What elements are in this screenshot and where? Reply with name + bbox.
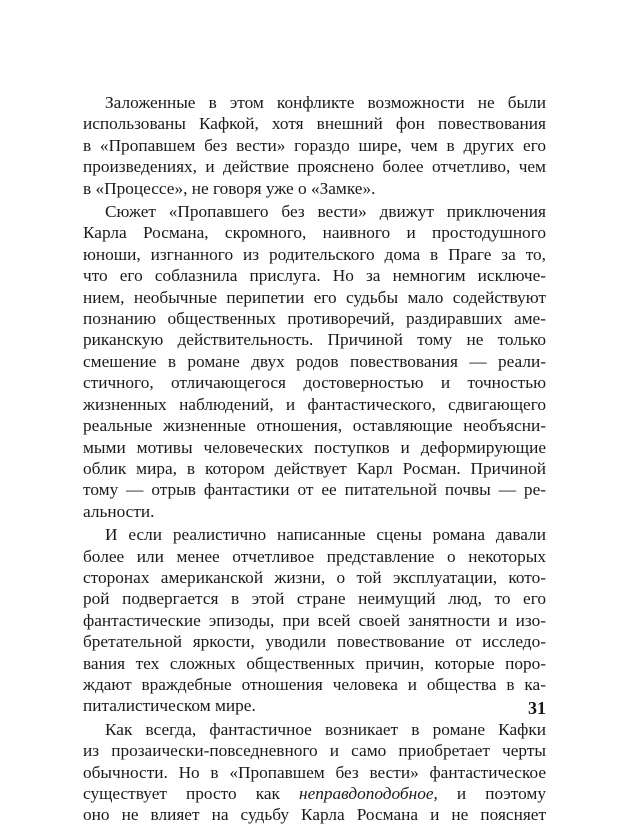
text-line: обычности. Но в «Пропавшем без вести» фантастическое: [83, 762, 546, 782]
body-text: [83, 92, 546, 828]
text-line: Как всегда, фантастичное возникает в романе Кафки: [105, 719, 546, 739]
paragraph: [83, 92, 546, 199]
text-line: жизненных наблюдений, и фантастического, сдвигающего: [83, 394, 546, 414]
text-run: существует просто как: [83, 784, 299, 803]
text-line: тому — отрыв фантастики от ее питательной почвы — ре-: [83, 480, 546, 500]
text-line: из прозаически-повседневного и само приобретает черты: [83, 741, 546, 761]
text-line: произведениях, и действие прояснено более отчетливо, чем: [83, 157, 546, 177]
text-line: что его соблазнила прислуга. Но за немногим исключе-: [83, 266, 546, 286]
text-line: ждают враждебные отношения человека и общества в ка-: [83, 674, 546, 694]
text-line: риканскую действительность. Причиной тому не только: [83, 330, 546, 350]
text-line: рой подвергается в этой стране неимущий люд, то его: [83, 589, 546, 609]
text-line: бретательной яркости, уводили повествование от исследо-: [83, 632, 546, 652]
text-line: альности.: [83, 501, 155, 521]
page-number: 31: [528, 698, 546, 718]
text-line: более или менее отчетливое представление о некоторых: [83, 546, 546, 566]
text-line: фантастические эпизоды, при всей своей занятности и изо-: [83, 610, 546, 630]
text-line: Сюжет «Пропавшего без вести» движут приключения: [105, 202, 546, 222]
paragraph: [83, 201, 546, 522]
text-line: смешение в романе двух родов повествования — реали-: [83, 351, 546, 371]
text-line: реальные жизненные отношения, оставляющие необъясни-: [83, 416, 546, 436]
text-run: и поэтому: [437, 784, 546, 803]
text-line: Заложенные в этом конфликте возможности не были: [105, 93, 546, 112]
italic-text-run: неправдоподобное,: [299, 784, 438, 803]
text-line: нием, необычные перипетии его судьбы мало содействуют: [83, 287, 546, 307]
paragraph: [83, 524, 546, 717]
text-line-mixed: [83, 783, 546, 804]
text-line: сторонах американской жизни, о той эксплуатации, кото-: [83, 567, 546, 587]
text-line: оно не влияет на судьбу Карла Росмана и не поясняет: [83, 805, 546, 825]
text-line: в «Пропавшем без вести» гораздо шире, чем в других его: [83, 135, 546, 155]
text-line: в «Процессе», не говоря уже о «Замке».: [83, 178, 376, 198]
text-line: облик мира, в котором действует Карл Росман. Причиной: [83, 458, 546, 478]
text-line: питалистическом мире.: [83, 696, 256, 716]
text-line: познанию общественных противоречий, раздиравших аме-: [83, 309, 546, 329]
paragraph: [83, 719, 546, 826]
text-line: вания тех сложных общественных причин, которые поро-: [83, 653, 546, 673]
text-line: мыми мотивы человеческих поступков и деформирующие: [83, 437, 546, 457]
text-line: Карла Росмана, скромного, наивного и простодушного: [83, 223, 546, 243]
text-line: юноши, изгнанного из родительского дома в Праге за то,: [83, 244, 546, 264]
text-line: использованы Кафкой, хотя внешний фон повествования: [83, 114, 546, 134]
text-line: стичного, отличающегося достоверностью и точностью: [83, 373, 546, 393]
text-line: И если реалистично написанные сцены романа давали: [105, 525, 546, 545]
